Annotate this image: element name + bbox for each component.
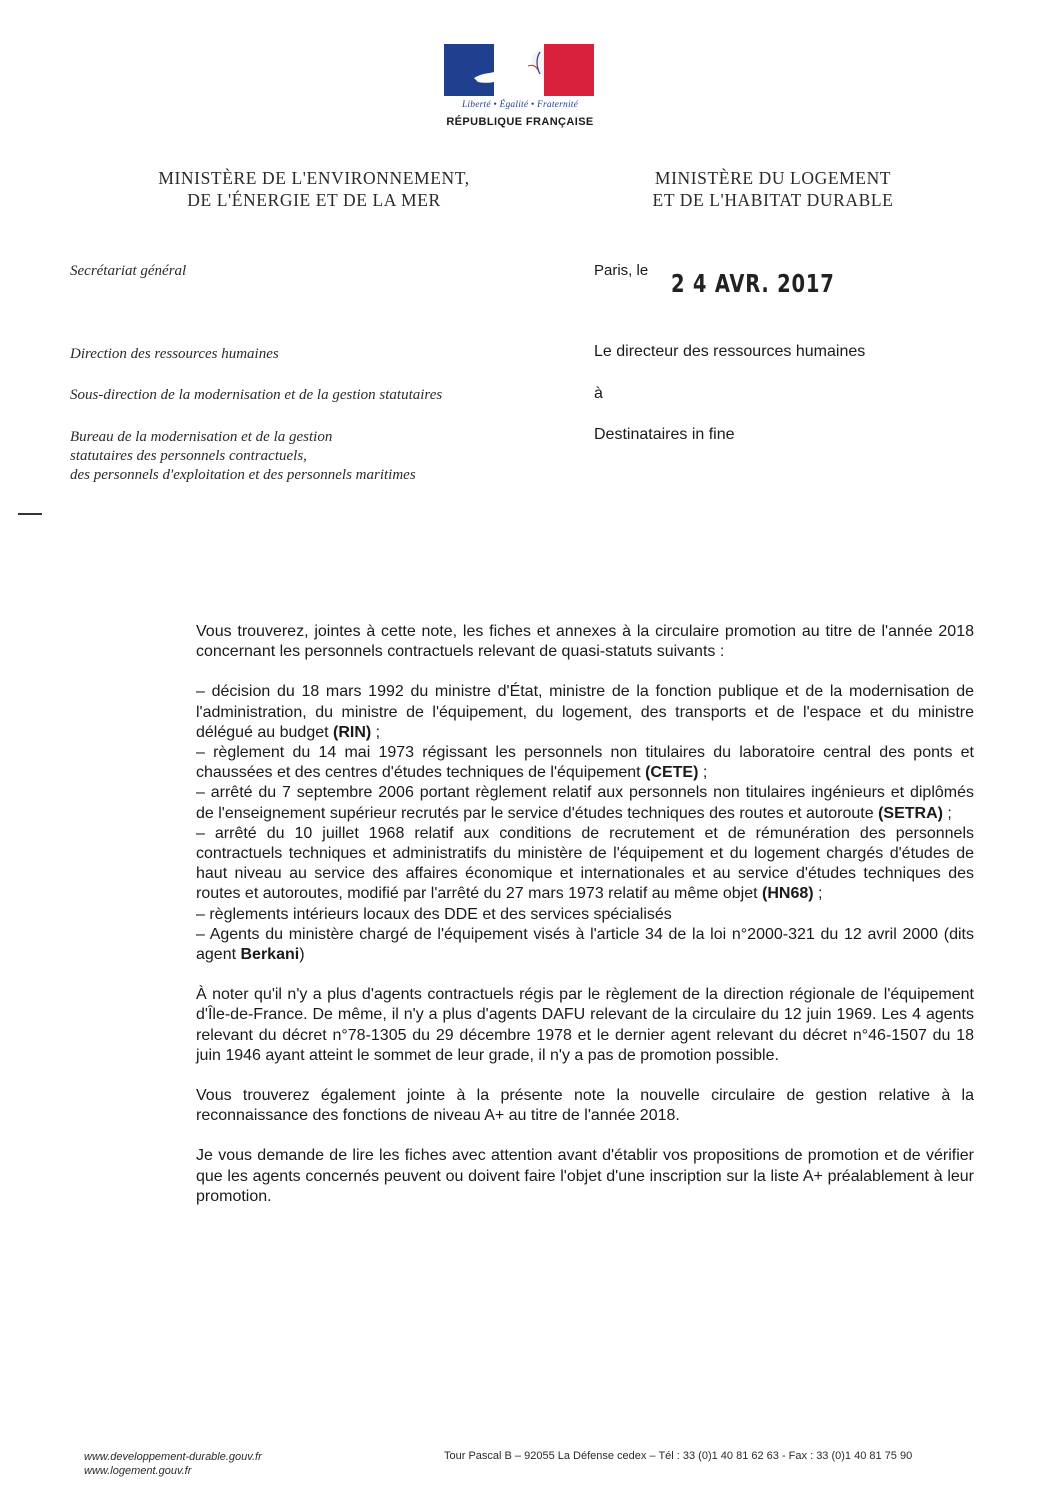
marianne-flag-icon [444,44,594,96]
sous-direction-label: Sous-direction de la modernisation et de la gestion statutaires [70,387,443,403]
footer-websites [84,1450,262,1478]
list-item-end: ; [698,764,708,782]
list-item-text: – règlements intérieurs locaux des DDE et des services spécialisés [196,905,672,923]
footer-link-logement[interactable]: www.logement.gouv.fr [84,1465,192,1477]
list-item [196,783,974,823]
list-item-code: Berkani [240,946,300,964]
list-item-end: ; [942,804,952,822]
intro-paragraph: Vous trouverez, jointes à cette note, les fiches et annexes à la circulaire promotion au titre de l'année 2018 concernant les personnels contractuels relevant de quasi-statuts suivants : [196,623,974,661]
list-item [196,925,974,965]
bureau-line-1: Bureau de la modernisation et de la gestion [70,429,333,445]
bureau-label [70,428,416,485]
also-paragraph: Vous trouverez également jointe à la présente note la nouvelle circulaire de gestion relative à la reconnaissance des fonctions de niveau A+ au titre de l'année 2018. [196,1087,974,1125]
list-item-end: ) [299,946,305,964]
ministry-environment [100,167,528,211]
footer-address: Tour Pascal B – 92055 La Défense cedex – Tél : 33 (0)1 40 81 62 63 - Fax : 33 (0)1 40 81 75 90 [444,1450,913,1462]
ministry-housing-line-2: ET DE L'HABITAT DURABLE [652,190,894,210]
list-item-text: – Agents du ministère chargé de l'équipement visés à l'article 34 de la loi n°2000-321 du 12 avril 2000 (dits agent [196,925,974,964]
ministry-environment-line-2: DE L'ÉNERGIE ET DE LA MER [187,190,441,210]
direction-label: Direction des ressources humaines [70,346,279,362]
list-item [196,905,974,925]
request-paragraph: Je vous demande de lire les fiches avec attention avant d'établir vos propositions de promotion et de vérifier que les agents concernés peuvent ou doivent faire l'objet d'une inscription sur la liste A+ préalablement à leur promotion. [196,1147,974,1205]
list-item-code: (HN68) [762,885,814,903]
list-item-text: – règlement du 14 mai 1973 régissant les personnels non titulaires du laboratoire central des ponts et chaussées et des centres d'études techniques de l'équipement [196,744,974,782]
logo-republique-francaise: RÉPUBLIQUE FRANÇAISE [446,116,594,128]
letter-body [196,622,974,1227]
status-list [196,682,974,965]
date-stamp: 2 4 AVR. 2017 [671,269,835,298]
list-item-text: – décision du 18 mars 1992 du ministre d'État, ministre de la fonction publique et de la modernisation de l'administration, du ministre de l'équipement, du logement, des transports et de l'espace et du ministre délégué au budget [196,683,974,741]
republique-francaise-logo [444,44,596,128]
bureau-line-3: des personnels d'exploitation et des personnels maritimes [70,467,416,483]
ministry-housing [592,167,954,211]
ministry-environment-line-1: MINISTÈRE DE L'ENVIRONNEMENT, [158,168,470,188]
from-label: Le directeur des ressources humaines [594,343,866,360]
list-item-end: ; [371,723,381,741]
list-item-text: – arrêté du 7 septembre 2006 portant règlement relatif aux personnels non titulaires ingénieurs et diplômés de l'enseignement supérieur recrutés par le service d'études techniques des routes et autoroute [196,784,974,822]
list-item [196,824,974,905]
list-item [196,743,974,783]
list-item-end: ; [813,885,823,903]
secretariat-label: Secrétariat général [70,263,187,279]
note-paragraph: À noter qu'il n'y a plus d'agents contractuels régis par le règlement de la direction régionale de l'équipement d'Île-de-France. De même, il n'y a plus d'agents DAFU relevant de la circulaire du 12 juin 1969. Les 4 agents relevant du décret n°78-1305 du 29 décembre 1978 et le dernier agent relevant du décret n°46-1507 du 18 juin 1946 ayant atteint le sommet de leur grade, il n'y a pas de promotion possible. [196,986,974,1064]
footer-link-developpement-durable[interactable]: www.developpement-durable.gouv.fr [84,1451,262,1463]
margin-mark [18,513,42,515]
ministry-housing-line-1: MINISTÈRE DU LOGEMENT [654,168,892,188]
list-item-code: (SETRA) [878,804,943,822]
list-item-code: (RIN) [333,723,372,741]
list-item-text: – arrêté du 10 juillet 1968 relatif aux conditions de recrutement et de rémunération des personnels contractuels techniques et administratifs du ministère de l'équipement et du logement chargés d'études de haut niveau au service des affaires économique et internationales et au service d'études techniques des routes et autoroutes, modifié par l'arrêté du 27 mars 1973 relatif au même objet [196,824,974,903]
recipients-label: Destinataires in fine [594,426,735,443]
logo-motto: Liberté • Égalité • Fraternité [461,100,579,110]
bureau-line-2: statutaires des personnels contractuels, [70,448,307,464]
place-label: Paris, le [594,262,649,279]
list-item-code: (CETE) [645,764,699,782]
list-item [196,682,974,743]
to-word: à [594,385,603,402]
